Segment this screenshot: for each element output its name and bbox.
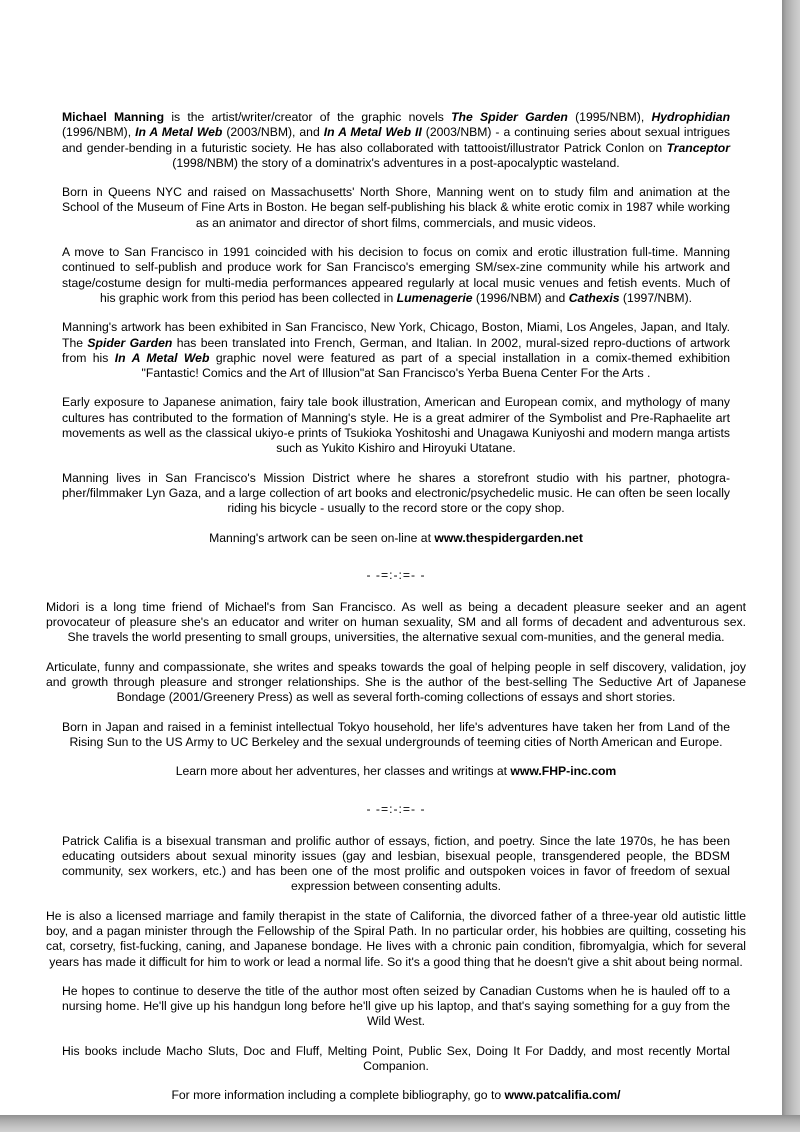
text: (2003/NBM) - a continuing series about sexual intrigues and gender-bending in a futuristic society. He has also collaborated with tattooist/illustrator Patrick Conlon on: [62, 125, 730, 155]
text: Manning's artwork has been exhibited in San Francisco, New York, Chicago, Boston, Miami, Los Angeles, Japan, and Italy. The: [62, 320, 730, 350]
text: (1998/NBM) the story of a dominatrix's adventures in a post-apocalyptic wasteland.: [172, 155, 620, 170]
paragraph-midori-3: Born in Japan and raised in a feminist intellectual Tokyo household, her life's adventures have taken her from Land of the Rising Sun to the US Army to UC Berkeley and the sexual undergrounds of teeming cities of North American and Europe.: [62, 719, 730, 749]
section-divider-2: - -=:-:=- -: [366, 801, 426, 816]
book-title-lumenagerie: Lumenagerie: [396, 290, 473, 305]
text: graphic novel were featured as part of a special installation in a comix-themed exhibition "Fantastic! Comics and the Art of Illusion"at San Francisco's Yerba Buena Center For the Arts .: [141, 350, 730, 381]
paragraph-manning-3: [46, 245, 746, 306]
text: (1996/NBM) and: [472, 290, 569, 305]
text: Manning's artwork can be seen on-line at: [209, 530, 435, 545]
text: (1995/NBM),: [567, 110, 652, 124]
paragraph-manning-5: Early exposure to Japanese animation, fairy tale book illustration, American and European comix, and mythology of many cultures has contributed to the formation of Manning's style. He is a great admirer of the Symbolist and Pre-Raphaelite art movements as well as the classical ukiyo-e prints of Tsukioka Yoshitoshi and Unagawa Kuniyoshi and modern manga artists such as Yukito Kishiro and Hiroyuki Utatane.: [62, 395, 730, 456]
paragraph-califia-4: His books include Macho Sluts, Doc and Fluff, Melting Point, Public Sex, Doing It For Daddy, and most recently Mortal Companion.: [62, 1043, 730, 1074]
author-name-manning: Michael Manning: [62, 110, 165, 124]
book-title-spider-garden: The Spider Garden: [451, 110, 568, 124]
text: (1997/NBM).: [619, 290, 693, 305]
paragraph-manning-4: [46, 320, 746, 381]
paragraph-califia-2: He is also a licensed marriage and family therapist in the state of California, the divorced father of a three-year old autistic little boy, and a pagan minister through the Fellowship of the Spiral Path. In no particular order, his hobbies are quilting, cosseting his cat, corsetry, fist-fucking, caning, and Japanese bondage. He lives with a chronic pain condition, fibromyalgia, which for several years has made it difficult for him to work or lead a normal life. So it's a good thing that he doesn't give a shit about being normal.: [46, 908, 746, 969]
text: (2003/NBM), and: [222, 125, 324, 140]
book-title-cathexis: Cathexis: [568, 290, 620, 305]
book-title-in-a-metal-web-3: In A Metal Web: [114, 350, 210, 365]
book-title-spider-garden-2: Spider Garden: [87, 335, 173, 350]
book-title-tranceptor: Tranceptor: [666, 140, 730, 155]
paragraph-manning-2: Born in Queens NYC and raised on Massachusetts' North Shore, Manning went on to study film and animation at the School of the Museum of Fine Arts in Boston. He began self-publishing his black & white erotic comix in 1987 while working as an animator and director of short films, commercials, and music videos.: [62, 185, 730, 230]
link-fhp-inc[interactable]: www.FHP-inc.com: [510, 764, 617, 779]
text: (1996/NBM),: [62, 125, 136, 140]
section-divider-1: - -=:-:=- -: [366, 567, 426, 582]
paragraph-midori-1: Midori is a long time friend of Michael's from San Francisco. As well as being a decadent pleasure seeker and an agent provocateur of pleasure she's an educator and writer on human sexuality, SM and all forms of decadent and adventurous sex. She travels the world presenting to small groups, universities, the alternative sexual com-munities, and the general media.: [46, 599, 746, 645]
paragraph-manning-intro: [46, 110, 746, 171]
paragraph-midori-website: [46, 764, 746, 779]
page-edge-bottom: [0, 1115, 800, 1132]
book-title-in-a-metal-web: In A Metal Web: [135, 125, 223, 140]
link-thespidergarden[interactable]: www.thespidergarden.net: [434, 530, 583, 545]
paragraph-midori-2: Articulate, funny and compassionate, she writes and speaks towards the goal of helping people in self discovery, validation, joy and growth through pleasure and stronger relationships. She is the author of the best-selling The Seductive Art of Japanese Bondage (2001/Greenery Press) as well as several forth-coming collections of essays and short stories.: [46, 659, 746, 705]
text: A move to San Francisco in 1991 coincided with his decision to focus on comix and erotic illustration full-time. Manning continued to self-publish and produce work for San Francisco's emerging SM/sex-zine community while his artwork and stage/costume design for multi-media performances appeared regularly at local music venues and fetish events. Much of his graphic work from this period has been collected in: [62, 245, 730, 305]
paragraph-califia-1: Patrick Califia is a bisexual transman and prolific author of essays, fiction, and poetry. Since the late 1970s, he has been educating outsiders about sexual minority issues (gay and lesbian, bisexual people, transgendered people, the BDSM community, sex workers, etc.) and has been one of the most prolific and outspoken voices in favor of freedom of sexual expression between consenting adults.: [62, 833, 730, 894]
link-patcalifia[interactable]: www.patcalifia.com/: [504, 1088, 621, 1103]
book-title-hydrophidian: Hydrophidian: [651, 110, 731, 124]
book-title-in-a-metal-web-2: In A Metal Web II: [323, 125, 422, 140]
document-body: [46, 110, 746, 1118]
text: For more information including a complete bibliography, go to: [171, 1088, 505, 1103]
text: Learn more about her adventures, her classes and writings at: [175, 764, 511, 779]
paragraph-manning-6: Manning lives in San Francisco's Mission District where he shares a storefront studio with his partner, photogra-pher/filmmaker Lyn Gaza, and a large collection of art books and electronic/psychedelic music. He can often be seen locally riding his bicycle - usually to the record store or the copy shop.: [62, 470, 730, 516]
paragraph-califia-3: He hopes to continue to deserve the title of the author most often seized by Canadian Customs when he is hauled off to a nursing home. He'll give up his handgun long before he'll give up his laptop, and that's saying something for a guy from the Wild West.: [62, 983, 730, 1029]
text: has been translated into French, German, and Italian. In 2002, mural-sized repro-ductions of artwork from his: [62, 335, 731, 365]
page-edge-right: [782, 0, 800, 1132]
paragraph-califia-website: [46, 1088, 746, 1103]
paragraph-manning-website: [46, 531, 746, 546]
text: is the artist/writer/creator of the graphic novels: [164, 110, 452, 124]
